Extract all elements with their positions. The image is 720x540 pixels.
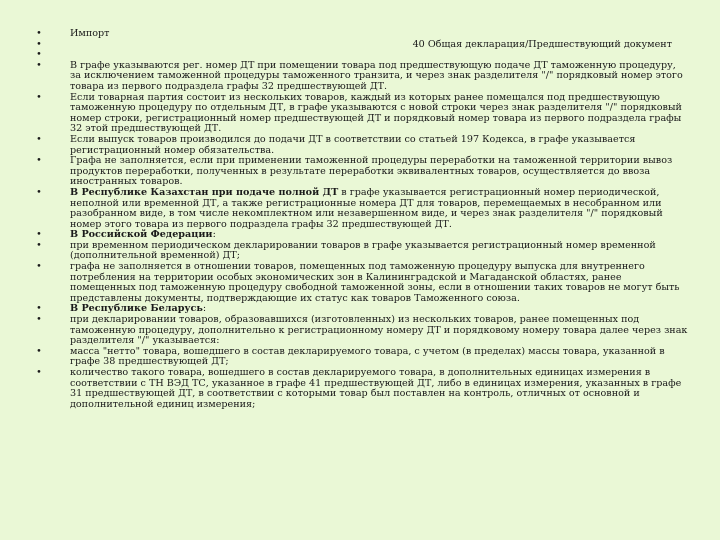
list-item-body: : <box>212 229 216 241</box>
list-item <box>36 135 688 156</box>
bullet-icon: • <box>36 367 42 378</box>
list-item <box>36 156 688 188</box>
list-item-text: графа не заполняется в отношении товаров, помещенных под таможенную процедуру выпуска для внутреннего потребления на территории особых экономических зон в Калининградской и Магаданской областях, ранее помещенных под таможенную процедуру свободной таможенной зоны, если в отношении таких товаров не могут быть представлены документы, подтверждающие их статус как товаров Таможенного союза. <box>70 261 680 304</box>
bullet-icon: • <box>36 303 42 315</box>
list-item-section-title <box>36 40 688 51</box>
list-item-text: Если товарная партия состоит из нескольких товаров, каждый из которых ранее помещался под предшествующую таможенную процедуру по отдельным ДТ, в графе указываются с новой строки через знак разделителя "/" порядковый номер строки, регистрационный номер предшествующей ДТ и порядковый номер товара из первого подраздела графы 32 этой предшествующей ДТ. <box>70 91 682 135</box>
bullet-icon: • <box>36 261 42 273</box>
section-title: 40 Общая декларация/Предшествующий документ <box>412 38 672 50</box>
list-item-text <box>70 303 206 314</box>
list-item-text: количество такого товара, вошедшего в состав декларируемого товара, в дополнительных единицах измерения в соответствии с ТН ВЭД ТС, указанное в графе 41 предшествующей ДТ, либо в единицах измерения, указанных в графе 31 предшествующей ДТ, в соответствии с которыми товар был поставлен на контроль, отличных от основной и дополнительной единиц измерения; <box>70 367 682 410</box>
bullet-icon: • <box>36 49 42 61</box>
list-item-text: при декларировании товаров, образовавшихся (изготовленных) из нескольких товаров, ранее помещенных под таможенную процедуру, дополнительно к регистрационному номеру ДТ и порядковому номеру товара далее через знак разделителя "/" указывается: <box>70 314 688 347</box>
bullet-icon: • <box>36 28 42 39</box>
list-item <box>36 315 688 347</box>
list-item <box>36 93 688 135</box>
country-heading: В Республике Беларусь <box>70 303 203 315</box>
list-item-text: при временном периодическом декларировании товаров в графе указывается регистрационный номер временной (дополнительной временной) ДТ; <box>70 239 656 262</box>
bullet-icon: • <box>36 229 42 241</box>
country-heading: В Республике Казахстан при подаче полной ДТ <box>70 186 339 198</box>
list-item-body: : <box>202 303 207 315</box>
list-item-text <box>70 229 216 240</box>
bullet-icon: • <box>36 314 42 326</box>
bullet-list <box>36 29 688 410</box>
list-item-text: Если выпуск товаров производился до подачи ДТ в соответствии со статьей 197 Кодекса, в графе указывается регистрационный номер обязательства. <box>70 133 636 156</box>
bullet-icon: • <box>36 133 42 145</box>
list-item-body: в графе указывается регистрационный номер периодической, неполной или временной ДТ, а также регистрационные номера ДТ для товаров, перемещаемых в несобранном или разобранном виде, в том числе некомплектном или незавершенном виде, и через знак разделителя "/" порядковый номер этого товара из первого подраздела графы 32 предшествующей ДТ. <box>70 186 663 230</box>
list-item-kazakhstan <box>36 188 688 230</box>
bullet-icon: • <box>36 239 42 251</box>
list-item-text <box>70 187 663 230</box>
list-item-text: масса "нетто" товара, вошедшего в состав декларируемого товара, с учетом (в пределах) массы товара, указанной в графе 38 предшествующей ДТ; <box>70 345 665 368</box>
bullet-icon: • <box>36 155 42 167</box>
list-item <box>36 241 688 262</box>
list-item-text: Графа не заполняется, если при применении таможенной процедуры переработки на таможенной территории вывоз продуктов переработки, полученных в результате переработки эквивалентных товаров, осуществляется до ввоза иностранных товаров. <box>70 155 673 188</box>
bullet-icon: • <box>36 345 42 357</box>
list-item-text: В графе указываются рег. номер ДТ при помещении товара под предшествующую подаче ДТ таможенную процедуру, за исключением таможенной процедуры таможенного транзита, и через знак разделителя "/" порядковый номер этого товара из первого подраздела графы 32 предшествующей ДТ. <box>70 59 683 92</box>
country-heading: В Российской Федерации <box>70 229 213 241</box>
list-item <box>36 262 688 304</box>
list-item-text: Импорт <box>70 28 110 39</box>
bullet-icon: • <box>36 91 42 103</box>
bullet-icon: • <box>36 38 42 50</box>
bullet-icon: • <box>36 186 42 198</box>
list-item <box>36 61 688 93</box>
list-item <box>36 368 688 410</box>
bullet-icon: • <box>36 59 42 71</box>
list-item <box>36 347 688 368</box>
list-item-import <box>36 29 688 40</box>
